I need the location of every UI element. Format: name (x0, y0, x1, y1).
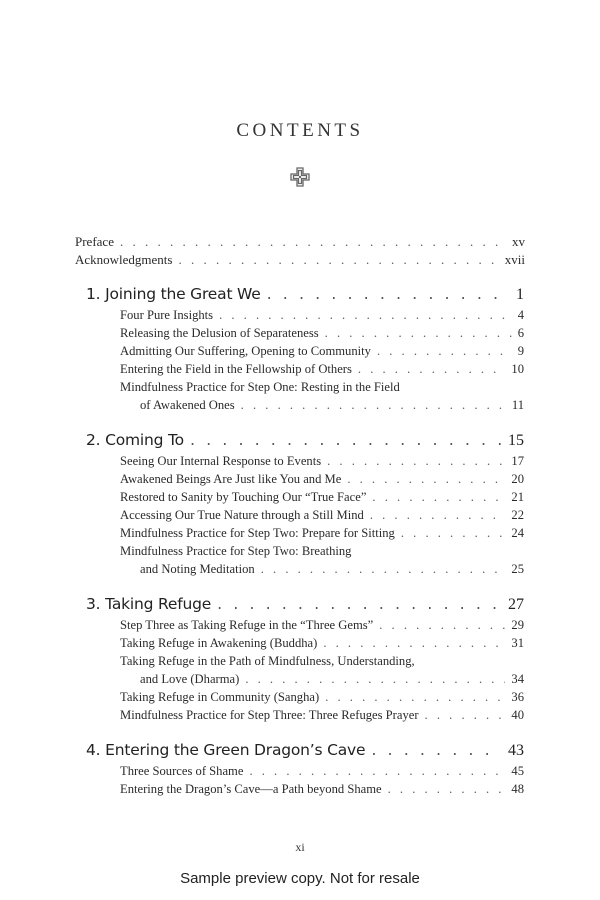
section-title-continued: and Love (Dharma) (140, 672, 240, 686)
section-title: Entering the Dragon’s Cave—a Path beyond Shame (120, 782, 382, 796)
toc-section[interactable] (120, 326, 524, 341)
section-page: 6 (517, 326, 524, 340)
section-title-continued: and Noting Meditation (140, 562, 255, 576)
toc-section[interactable] (120, 636, 524, 651)
section-title: Step Three as Taking Refuge in the “Three Gems” (120, 618, 374, 632)
toc-chapter-1[interactable] (86, 284, 524, 304)
section-title: Mindfulness Practice for Step Three: Three Refuges Prayer (120, 708, 419, 722)
chapter-title: 1. Joining the Great We (86, 285, 261, 303)
entry-page: xv (512, 234, 525, 249)
toc-entry-preface[interactable] (75, 234, 525, 250)
sample-notice: Sample preview copy. Not for resale (180, 870, 420, 887)
section-title[interactable]: Mindfulness Practice for Step One: Resting in the Field (120, 380, 400, 394)
toc-section[interactable] (120, 490, 524, 505)
toc-section[interactable] (140, 562, 524, 577)
section-page: 45 (511, 764, 524, 778)
section-title: Seeing Our Internal Response to Events (120, 454, 322, 468)
section-page: 36 (511, 690, 524, 704)
section-page: 22 (511, 508, 524, 522)
section-title: Releasing the Delusion of Separateness (120, 326, 319, 340)
section-title: Restored to Sanity by Touching Our “True Face” (120, 490, 367, 504)
section-title: Mindfulness Practice for Step Two: Prepare for Sitting (120, 526, 395, 540)
section-page: 9 (517, 344, 524, 358)
toc-section[interactable] (120, 618, 524, 633)
section-title: Four Pure Insights (120, 308, 214, 322)
entry-page: xvii (504, 252, 525, 267)
toc-entry-acknowledgments[interactable] (75, 252, 525, 268)
section-page: 20 (511, 472, 524, 486)
toc-section[interactable] (120, 362, 524, 377)
chapter-title: 3. Taking Refuge (86, 595, 212, 613)
section-page: 11 (511, 398, 524, 412)
chapter-page: 43 (508, 742, 524, 759)
section-page: 24 (511, 526, 524, 540)
section-title[interactable]: Mindfulness Practice for Step Two: Breathing (120, 544, 352, 558)
section-title: Taking Refuge in Community (Sangha) (120, 690, 320, 704)
entry-title: Preface (75, 234, 114, 249)
toc-section[interactable] (120, 344, 524, 359)
page-title: CONTENTS (236, 120, 364, 141)
section-title: Accessing Our True Nature through a Still Mind (120, 508, 364, 522)
section-page: 25 (511, 562, 524, 576)
chapter-title: 4. Entering the Green Dragon’s Cave (86, 741, 366, 759)
cross-ornament-icon (290, 167, 310, 187)
section-title: Taking Refuge in Awakening (Buddha) (120, 636, 318, 650)
toc-chapter-3[interactable] (86, 594, 524, 614)
section-title[interactable]: Taking Refuge in the Path of Mindfulness, Understanding, (120, 654, 415, 668)
entry-title: Acknowledgments (75, 252, 173, 267)
toc-section[interactable] (120, 690, 524, 705)
toc-section[interactable] (120, 764, 524, 779)
section-title: Admitting Our Suffering, Opening to Community (120, 344, 371, 358)
toc-section[interactable] (120, 782, 524, 797)
toc-section[interactable] (140, 672, 524, 687)
section-page: 4 (517, 308, 524, 322)
toc-chapter-2[interactable] (86, 430, 524, 450)
page-number: xi (295, 840, 305, 854)
toc-section[interactable] (120, 472, 524, 487)
toc-section[interactable] (120, 526, 524, 541)
section-title: Three Sources of Shame (120, 764, 244, 778)
chapter-title: 2. Coming To (86, 431, 184, 449)
chapter-page: 27 (508, 596, 524, 613)
section-page: 48 (511, 782, 524, 796)
toc-section[interactable] (120, 708, 524, 723)
section-page: 31 (511, 636, 524, 650)
chapter-page: 15 (508, 432, 524, 449)
toc-section[interactable] (120, 308, 524, 323)
toc-section[interactable] (120, 454, 524, 469)
section-page: 17 (511, 454, 524, 468)
section-page: 21 (511, 490, 524, 504)
toc-section[interactable] (120, 508, 524, 523)
section-title: Awakened Beings Are Just like You and Me (120, 472, 342, 486)
section-page: 40 (511, 708, 524, 722)
toc-chapter-4[interactable] (86, 740, 524, 760)
toc-section[interactable] (140, 398, 524, 413)
section-page: 29 (511, 618, 524, 632)
section-title: Entering the Field in the Fellowship of Others (120, 362, 352, 376)
section-page: 34 (511, 672, 524, 686)
section-page: 10 (511, 362, 524, 376)
chapter-page: 1 (516, 286, 524, 303)
section-title-continued: of Awakened Ones (140, 398, 235, 412)
